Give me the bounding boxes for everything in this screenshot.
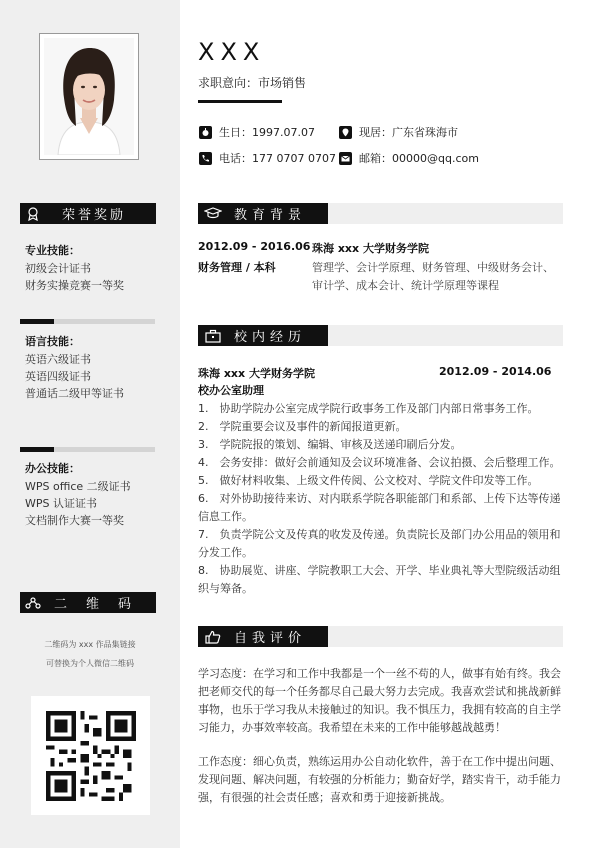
campus-date: 2012.09 - 2014.06 bbox=[439, 365, 552, 378]
skill-item: 普通话二级甲等证书 bbox=[25, 387, 124, 400]
campus-entry bbox=[198, 365, 564, 598]
list-item: 1. 协助学院办公室完成学院行政事务工作及部门内部日常事务工作。 bbox=[198, 402, 539, 415]
skill-item: 财务实操竞赛一等奖 bbox=[25, 279, 124, 292]
profile-photo bbox=[44, 38, 134, 155]
location-icon bbox=[338, 125, 352, 139]
skill-item: 英语六级证书 bbox=[25, 353, 91, 366]
campus-section-header bbox=[198, 325, 563, 346]
list-item: 5. 做好材料收集、上级文件传阅、公文校对、学院文件印发等工作。 bbox=[198, 474, 539, 487]
birthday-icon bbox=[198, 125, 212, 139]
evaluation-paragraph: 学习态度：在学习和工作中我都是一个一丝不苟的人，做事有始有终。我会把老师交代的每一个任务都尽自己最大努力去完成。我喜欢尝试和挑战新鲜事物，也乐于学习我从未接触过的知识。我不惧压力，我拥有较高的自主学习能力，办事效率较高。我希望在未来的工作中能够越战越勇！ bbox=[198, 667, 561, 734]
qr-section-header bbox=[20, 592, 156, 613]
campus-position: 校办公室助理 bbox=[198, 384, 264, 397]
skill-group-head: 办公技能： bbox=[25, 462, 80, 475]
qr-title: 二 维 码 bbox=[53, 597, 134, 612]
list-item: 7. 负责学院公文及传真的收发及传递。负责院长及部门办公用品的领用和分发工作。 bbox=[198, 528, 561, 559]
evaluation-body bbox=[198, 665, 564, 807]
skill-item: 文档制作大赛一等奖 bbox=[25, 514, 124, 527]
sidebar bbox=[0, 0, 180, 848]
skill-group-head: 专业技能： bbox=[25, 244, 80, 257]
education-school: 珠海 xxx 大学财务学院 bbox=[312, 242, 429, 255]
briefcase-icon bbox=[198, 329, 228, 343]
list-item: 4. 会务安排：做好会前通知及会议环境准备、会议拍摄、会后整理工作。 bbox=[198, 456, 561, 469]
education-section-header bbox=[198, 203, 563, 224]
award-icon bbox=[20, 203, 46, 224]
phone-icon bbox=[198, 151, 212, 165]
name-underline bbox=[198, 100, 282, 103]
skill-group-language bbox=[25, 333, 175, 402]
education-date: 2012.09 - 2016.06 bbox=[198, 240, 311, 253]
qr-code bbox=[31, 696, 150, 815]
education-courses: 管理学、会计学原理、财务管理、中级财务会计、审计学、成本会计、统计学原理等课程 bbox=[312, 261, 554, 292]
skill-item: 英语四级证书 bbox=[25, 370, 91, 383]
skill-divider bbox=[20, 319, 155, 324]
info-phone bbox=[198, 150, 336, 166]
mail-icon bbox=[338, 151, 352, 165]
candidate-name: XXX bbox=[198, 38, 266, 66]
profile-photo-frame bbox=[39, 33, 139, 160]
skill-group-professional bbox=[25, 242, 175, 294]
skill-group-head: 语言技能： bbox=[25, 335, 80, 348]
qr-note: 可替换为个人微信二维码 bbox=[46, 659, 134, 668]
campus-org: 珠海 xxx 大学财务学院 bbox=[198, 367, 315, 380]
evaluation-paragraph: 工作态度：细心负责，熟练运用办公自动化软件，善于在工作中提出问题、发现问题、解决问题，有较强的分析能力；勤奋好学，踏实肯干，动手能力强，有很强的社会责任感；喜欢和勇于迎接新挑战。 bbox=[198, 755, 561, 804]
evaluation-section-header bbox=[198, 626, 563, 647]
skill-item: WPS office 二级证书 bbox=[25, 480, 131, 493]
qr-note: 二维码为 xxx 作品集链接 bbox=[44, 640, 136, 649]
list-item: 2. 学院重要会议及事件的新闻报道更新。 bbox=[198, 420, 407, 433]
honors-section-header bbox=[20, 203, 156, 224]
list-item: 3. 学院院报的策划、编辑、审核及送递印刷后分发。 bbox=[198, 438, 462, 451]
list-item: 6. 对外协助接待来访、对内联系学院各职能部门和系部、上传下达等传递信息工作。 bbox=[198, 492, 561, 523]
info-email bbox=[338, 150, 479, 166]
thumbs-up-icon bbox=[198, 630, 228, 644]
job-intent: 求职意向：市场销售 bbox=[198, 76, 307, 90]
skill-item: WPS 认证证书 bbox=[25, 497, 97, 510]
residence-text: 现居：广东省珠海市 bbox=[359, 126, 458, 139]
education-title: 教育背景 bbox=[234, 208, 307, 223]
skill-group-office bbox=[25, 460, 175, 529]
info-birth bbox=[198, 124, 315, 140]
skill-divider bbox=[20, 447, 155, 452]
evaluation-title: 自我评价 bbox=[234, 631, 307, 646]
campus-duty-list bbox=[198, 400, 564, 598]
graduation-cap-icon bbox=[198, 207, 228, 220]
email-text: 邮箱：00000@qq.com bbox=[359, 152, 479, 165]
phone-text: 电话：177 0707 0707 bbox=[219, 152, 336, 165]
birth-text: 生日：1997.07.07 bbox=[219, 126, 315, 139]
campus-title: 校内经历 bbox=[234, 330, 307, 345]
share-icon bbox=[20, 592, 46, 613]
skill-item: 初级会计证书 bbox=[25, 262, 91, 275]
honors-title: 荣誉奖励 bbox=[61, 208, 126, 223]
list-item: 8. 协助展览、讲座、学院教职工大会、开学、毕业典礼等大型院级活动组织与筹备。 bbox=[198, 564, 561, 595]
info-residence bbox=[338, 124, 458, 140]
education-major: 财务管理 / 本科 bbox=[198, 261, 276, 274]
